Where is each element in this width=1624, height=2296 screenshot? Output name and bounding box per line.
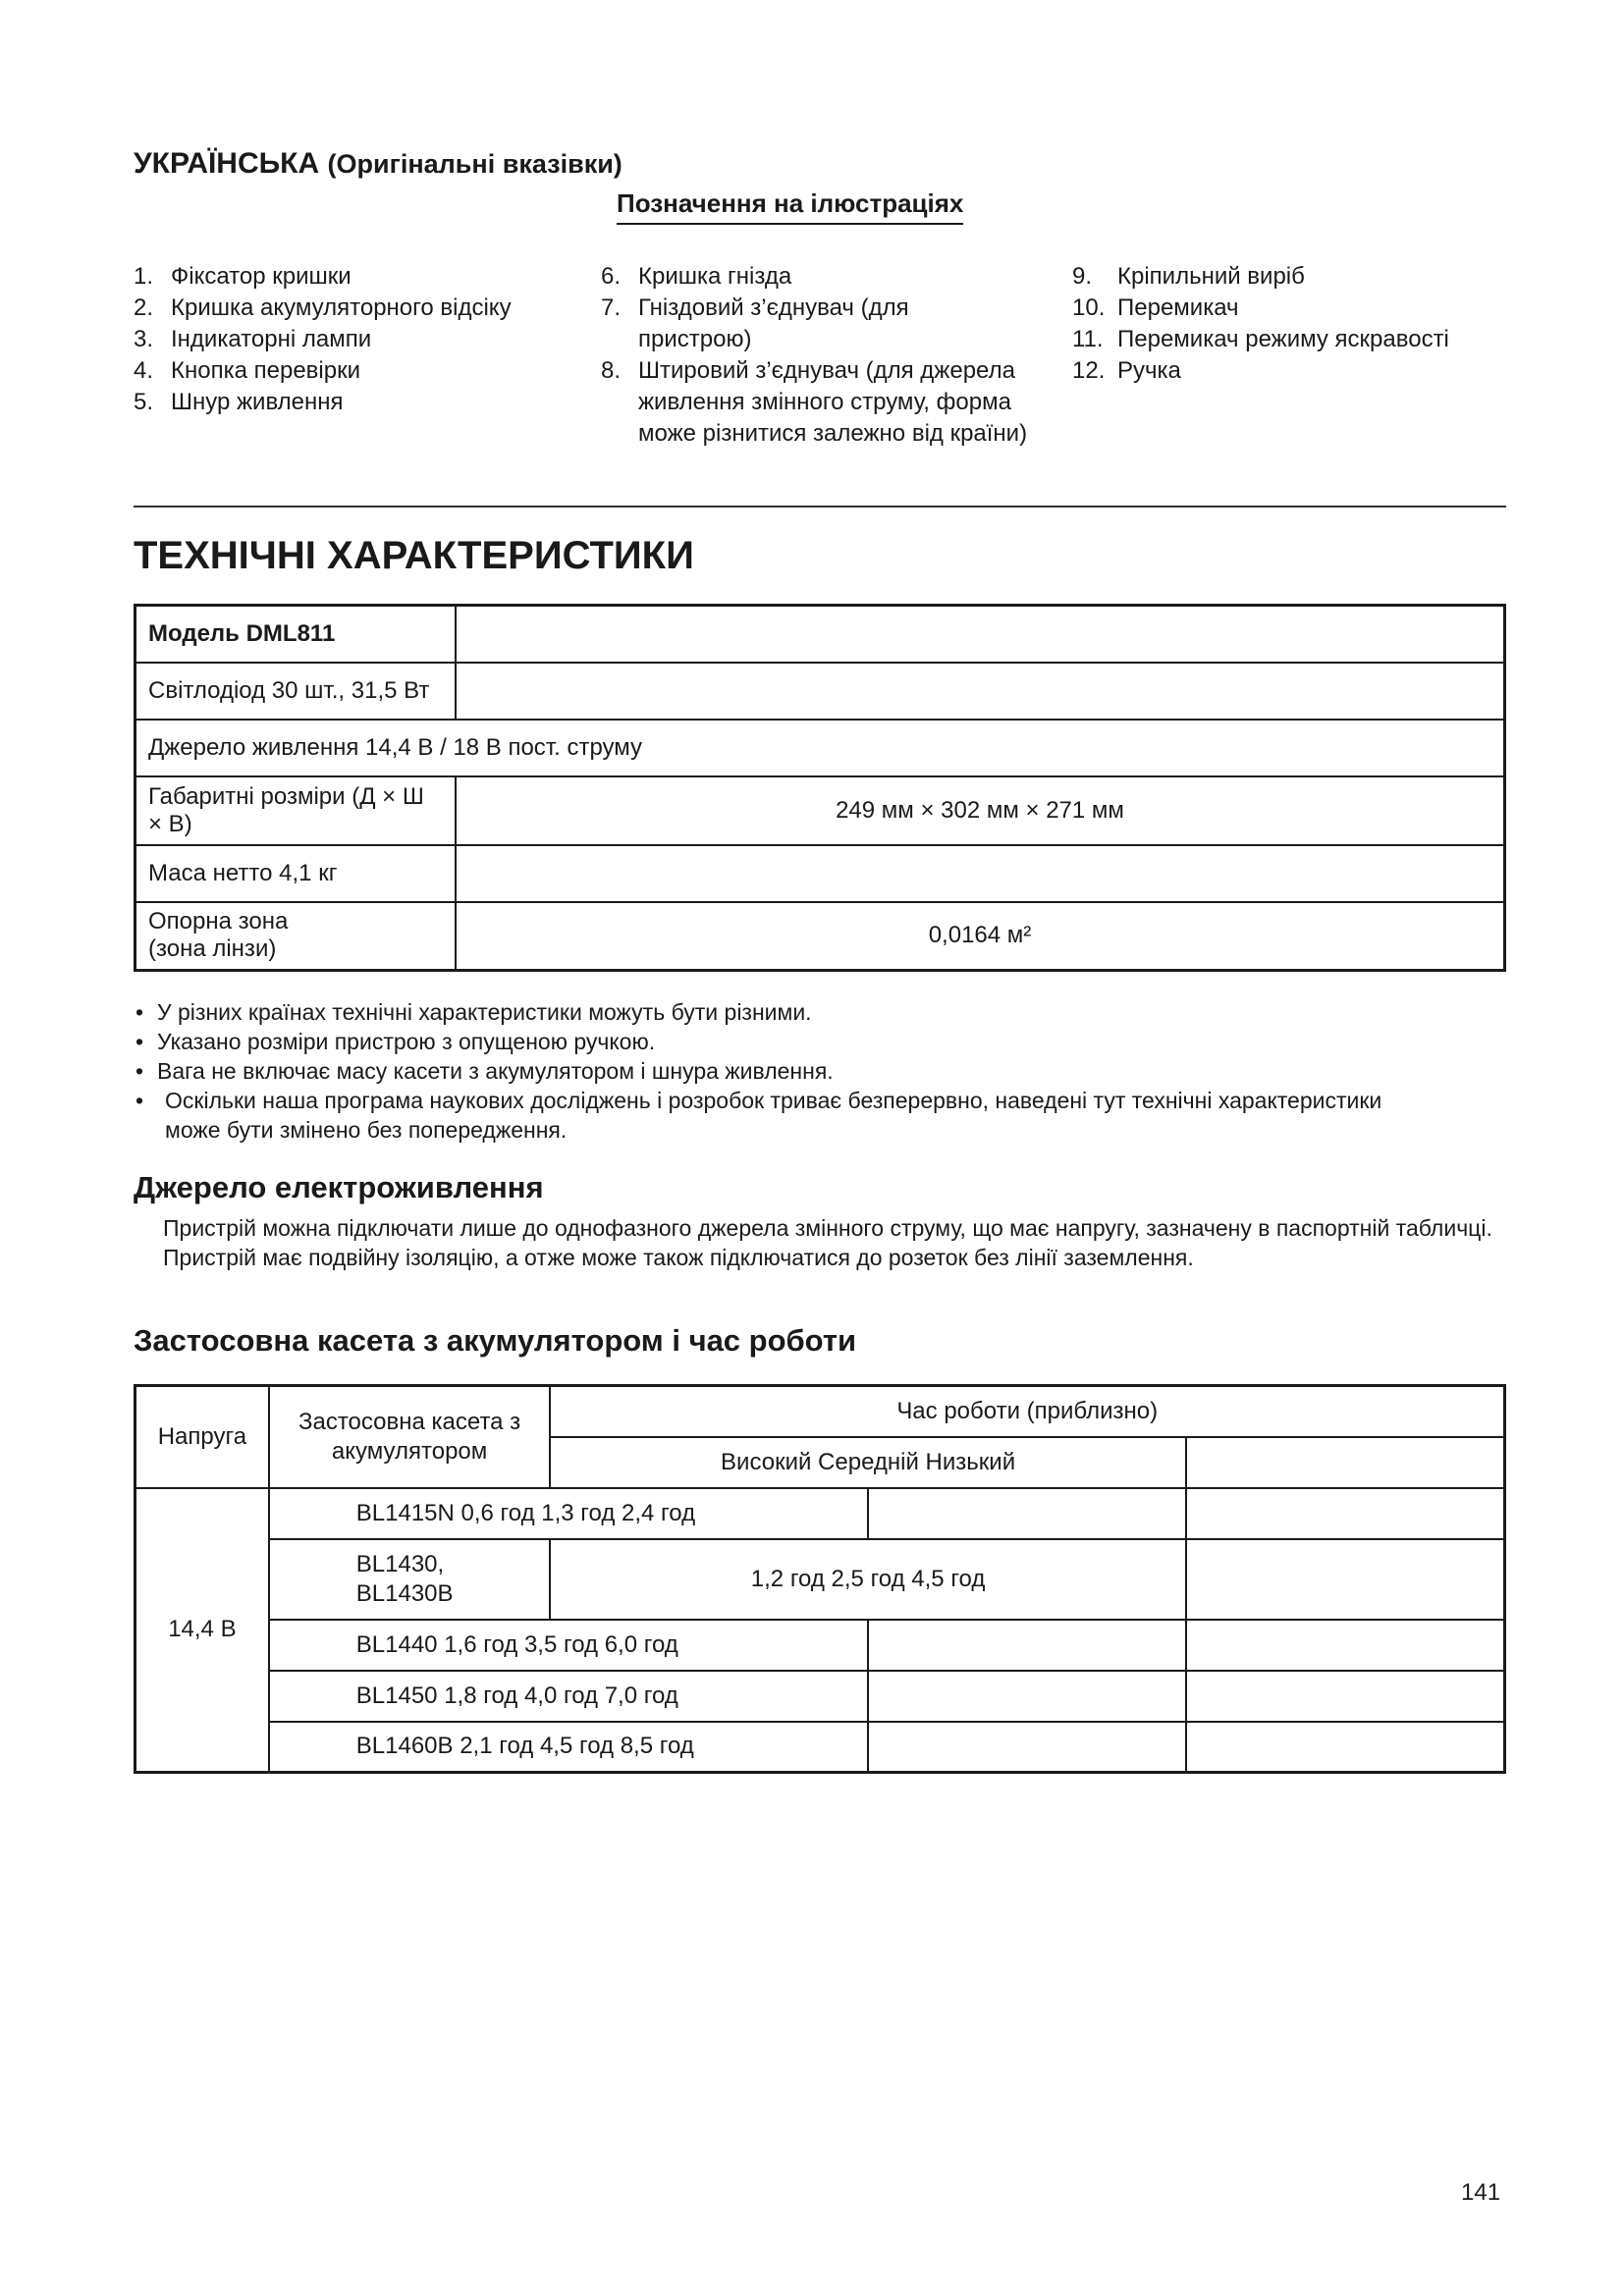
specs-table [134, 604, 1506, 972]
table-row [135, 1488, 1505, 1539]
battery-model-cell: BL1440 1,6 год 3,5 год 6,0 год [269, 1620, 868, 1671]
spec-label: Маса нетто 4,1 кг [135, 845, 457, 902]
legend-item: 4. Кнопка перевірки [134, 357, 360, 384]
table-row [135, 606, 1505, 663]
table-row [135, 663, 1505, 720]
legend-item: 3. Індикаторні лампи [134, 326, 372, 352]
table-row [135, 1386, 1505, 1437]
battery-table [134, 1384, 1506, 1774]
header-voltage: Напруга [135, 1386, 269, 1488]
header-levels: Високий Середній Низький [550, 1437, 1185, 1488]
specs-title: ТЕХНІЧНІ ХАРАКТЕРИСТИКИ [134, 534, 694, 577]
power-text: Пристрій можна підключати лише до однофазного джерела змінного струму, що має напругу, зазначену в паспортній табличці. Пристрій має подвійну ізоляцію, а отже може також підключатися до розеток без лінії заземлення. [163, 1215, 1492, 1270]
runtime-cell [868, 1722, 1186, 1773]
legend-item: 6. Кришка гнізда [601, 263, 792, 290]
power-title: Джерело електроживлення [134, 1170, 544, 1204]
battery-title: Застосовна касета з акумулятором і час роботи [134, 1323, 857, 1358]
spec-value [456, 845, 1505, 902]
table-row [135, 1539, 1505, 1620]
language-name: УКРАЇНСЬКА [134, 147, 320, 180]
runtime-cell [1186, 1488, 1505, 1539]
spec-value [456, 663, 1505, 720]
note-item: • У різних країнах технічні характеристики можуть бути різними. [134, 997, 1506, 1027]
legend-item: 5. Шнур живлення [134, 389, 344, 415]
spec-value: 0,0164 м² [456, 902, 1505, 971]
table-row [135, 902, 1505, 971]
legend-item: 10. Перемикач [1072, 294, 1239, 321]
battery-model-cell: BL1415N 0,6 год 1,3 год 2,4 год [269, 1488, 868, 1539]
runtime-cell [868, 1488, 1186, 1539]
section-divider [134, 506, 1506, 507]
legend-column-1 [134, 261, 566, 418]
header-cell [1186, 1437, 1505, 1488]
battery-model-cell: BL1460B 2,1 год 4,5 год 8,5 год [269, 1722, 868, 1773]
runtime-cell [868, 1671, 1186, 1722]
legend-item: 8. Штировий з’єднувач (для джерела живлення змінного струму, форма може різнитися залежно від країни) [601, 357, 1028, 447]
spec-notes [134, 997, 1506, 1145]
runtime-cell [1186, 1722, 1505, 1773]
page-number: 141 [1461, 2179, 1501, 2206]
table-row [135, 845, 1505, 902]
runtime-cell [1186, 1671, 1505, 1722]
note-item: • Вага не включає масу касети з акумулятором і шнура живлення. [134, 1056, 1506, 1086]
spec-label: Модель DML811 [135, 606, 457, 663]
table-row [135, 776, 1505, 845]
runtime-cell [1186, 1620, 1505, 1671]
note-item: • Оскільки наша програма наукових досліджень і розробок триває безперервно, наведені тут технічні характеристики може бути змінено без попередження. [134, 1086, 1432, 1145]
legend-item: 9. Кріпильний виріб [1072, 263, 1305, 290]
table-row [135, 1620, 1505, 1671]
note-item: • Указано розміри пристрою з опущеною ручкою. [134, 1027, 1506, 1056]
legend-item: 11. Перемикач режиму яскравості [1072, 326, 1449, 352]
battery-model-cell: BL1450 1,8 год 4,0 год 7,0 год [269, 1671, 868, 1722]
runtime-cell [1186, 1539, 1505, 1620]
header-runtime: Час роботи (приблизно) [550, 1386, 1504, 1437]
legend-item: 2. Кришка акумуляторного відсіку [134, 294, 512, 321]
runtime-cell: 1,2 год 2,5 год 4,5 год [550, 1539, 1185, 1620]
spec-value: 249 мм × 302 мм × 271 мм [456, 776, 1505, 845]
spec-label: Джерело живлення 14,4 В / 18 В пост. струму [135, 720, 1505, 776]
legend-item: 12. Ручка [1072, 357, 1181, 384]
voltage-cell: 14,4 В [135, 1488, 269, 1773]
spec-value [456, 606, 1505, 663]
figure-legend-heading: Позначення на ілюстраціях [617, 188, 963, 225]
battery-model-cell: BL1430, BL1430B [269, 1539, 551, 1620]
language-subtitle: (Оригінальні вказівки) [327, 149, 623, 179]
table-row [135, 1671, 1505, 1722]
spec-label: Опорна зона (зона лінзи) [135, 902, 457, 971]
table-row [135, 1722, 1505, 1773]
table-row [135, 720, 1505, 776]
runtime-cell [868, 1620, 1186, 1671]
legend-item: 7. Гніздовий з’єднувач (для пристрою) [601, 294, 909, 352]
language-title [134, 147, 623, 181]
header-cartridge: Застосовна касета з акумулятором [269, 1386, 551, 1488]
spec-label: Габаритні розміри (Д × Ш × В) [135, 776, 457, 845]
legend-column-2 [601, 261, 1033, 450]
legend-column-3 [1072, 261, 1524, 387]
spec-label: Світлодіод 30 шт., 31,5 Вт [135, 663, 457, 720]
legend-item: 1. Фіксатор кришки [134, 263, 352, 290]
